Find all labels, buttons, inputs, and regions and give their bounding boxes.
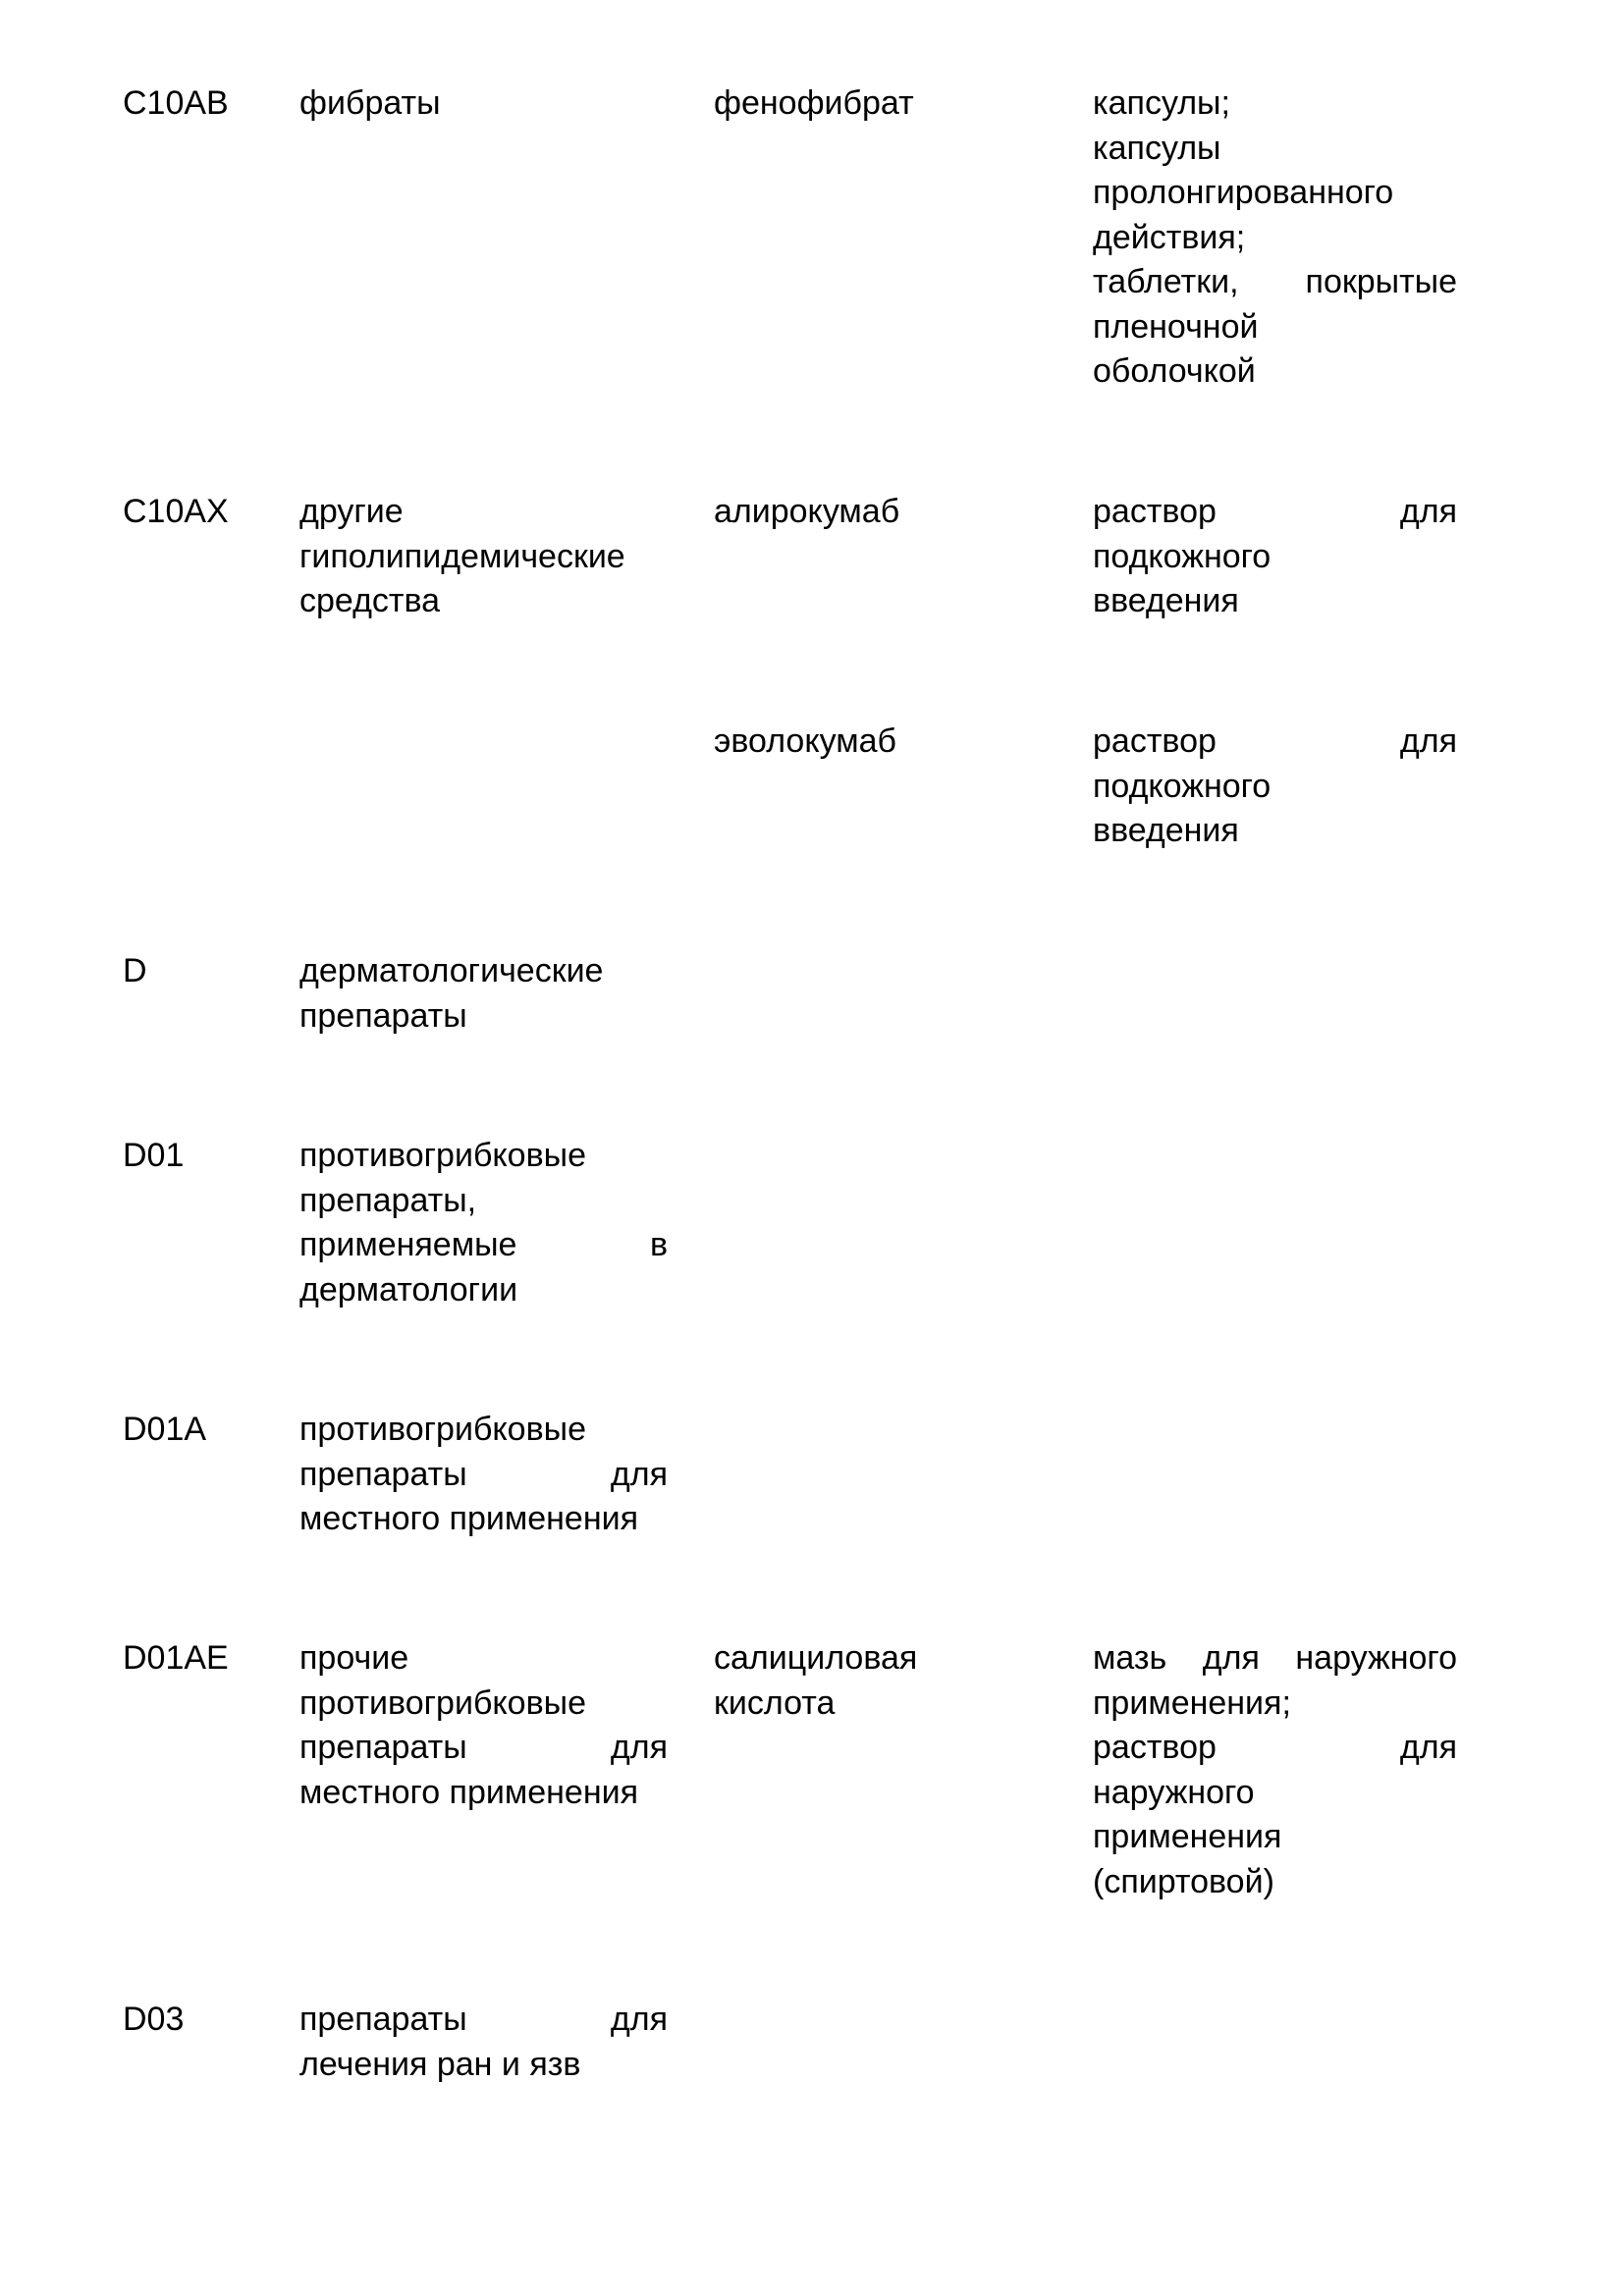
drug-name: [714, 1636, 1008, 1726]
atc-group-name: [299, 81, 668, 127]
form-line: [1093, 490, 1457, 535]
group-word: препараты: [299, 2001, 467, 2038]
group-word: для: [610, 2001, 668, 2038]
atc-code: D01AE: [123, 1639, 229, 1677]
atc-code: D: [123, 952, 147, 989]
form-word: раствор: [1093, 493, 1217, 530]
group-line: препараты: [299, 996, 467, 1035]
drug-line: алирокумаб: [714, 493, 900, 530]
drug-line: кислота: [714, 1683, 836, 1722]
form-line: пролонгированного: [1093, 174, 1394, 211]
group-line: местного применения: [299, 1500, 639, 1537]
group-word: для: [610, 1455, 668, 1493]
form-line: применения;: [1093, 1683, 1291, 1722]
drug-name: [714, 490, 1008, 535]
group-line: лечения ран и язв: [299, 2045, 581, 2083]
group-word: для: [610, 1729, 668, 1766]
form-line: (спиртовой): [1093, 1862, 1274, 1900]
dosage-form: [1093, 81, 1457, 395]
drug-line: эволокумаб: [714, 722, 896, 760]
group-line: другие: [299, 493, 404, 530]
atc-group-name: [299, 1998, 668, 2087]
group-word: в: [649, 1226, 668, 1263]
atc-group-name: [299, 490, 668, 624]
form-line: действия;: [1093, 218, 1246, 256]
atc-code: D01A: [123, 1411, 207, 1448]
atc-code: D03: [123, 2001, 185, 2038]
form-word: раствор: [1093, 1729, 1217, 1766]
group-line: средства: [299, 582, 441, 619]
form-line: оболочкой: [1093, 352, 1256, 390]
atc-group-name: [299, 1134, 668, 1312]
group-line: [299, 1726, 668, 1771]
form-line: введения: [1093, 582, 1239, 619]
form-line: наружного: [1093, 1773, 1255, 1811]
dosage-form: [1093, 490, 1457, 624]
group-line: прочие: [299, 1639, 409, 1677]
form-line: [1093, 260, 1457, 305]
form-word: раствор: [1093, 722, 1217, 760]
group-line: противогрибковые: [299, 1683, 586, 1722]
form-line: [1093, 720, 1457, 765]
group-line: противогрибковые: [299, 1137, 586, 1174]
drug-name: [714, 720, 1008, 765]
form-line: подкожного: [1093, 767, 1271, 805]
group-word: препараты: [299, 1455, 467, 1493]
group-line: препараты,: [299, 1181, 477, 1219]
form-word: наружного: [1295, 1639, 1457, 1677]
dosage-form: [1093, 720, 1457, 854]
atc-group-name: [299, 1636, 668, 1815]
atc-group-name: [299, 949, 668, 1039]
group-line: [299, 1223, 668, 1268]
drug-line: салициловая: [714, 1639, 918, 1677]
group-line: [299, 1453, 668, 1498]
atc-group-name: [299, 1408, 668, 1542]
form-line: введения: [1093, 812, 1239, 849]
dosage-form: [1093, 1636, 1457, 1904]
form-line: пленочной: [1093, 307, 1259, 346]
form-word: мазь: [1093, 1639, 1167, 1677]
form-word: для: [1399, 1729, 1457, 1766]
group-line: местного применения: [299, 1773, 639, 1811]
drug-name: [714, 81, 1008, 127]
form-line: капсулы;: [1093, 84, 1230, 122]
form-line: применения: [1093, 1818, 1282, 1855]
form-line: [1093, 1636, 1457, 1682]
group-line: дерматологические: [299, 952, 604, 989]
group-line: [299, 1998, 668, 2043]
group-line: гиполипидемические: [299, 537, 625, 575]
atc-code: C10AB: [123, 84, 229, 122]
group-line: противогрибковые: [299, 1411, 586, 1448]
atc-code: C10AX: [123, 493, 229, 530]
form-line: подкожного: [1093, 537, 1271, 575]
form-line: капсулы: [1093, 129, 1221, 167]
form-word: для: [1202, 1639, 1260, 1677]
form-word: для: [1399, 722, 1457, 760]
group-line: дерматологии: [299, 1270, 518, 1308]
group-line: фибраты: [299, 84, 441, 122]
form-word: для: [1399, 493, 1457, 530]
drug-line: фенофибрат: [714, 84, 914, 122]
form-word: таблетки,: [1093, 263, 1239, 300]
form-word: покрытые: [1305, 263, 1457, 300]
atc-code: D01: [123, 1137, 185, 1174]
group-word: препараты: [299, 1729, 467, 1766]
form-line: [1093, 1726, 1457, 1771]
group-word: применяемые: [299, 1226, 517, 1263]
